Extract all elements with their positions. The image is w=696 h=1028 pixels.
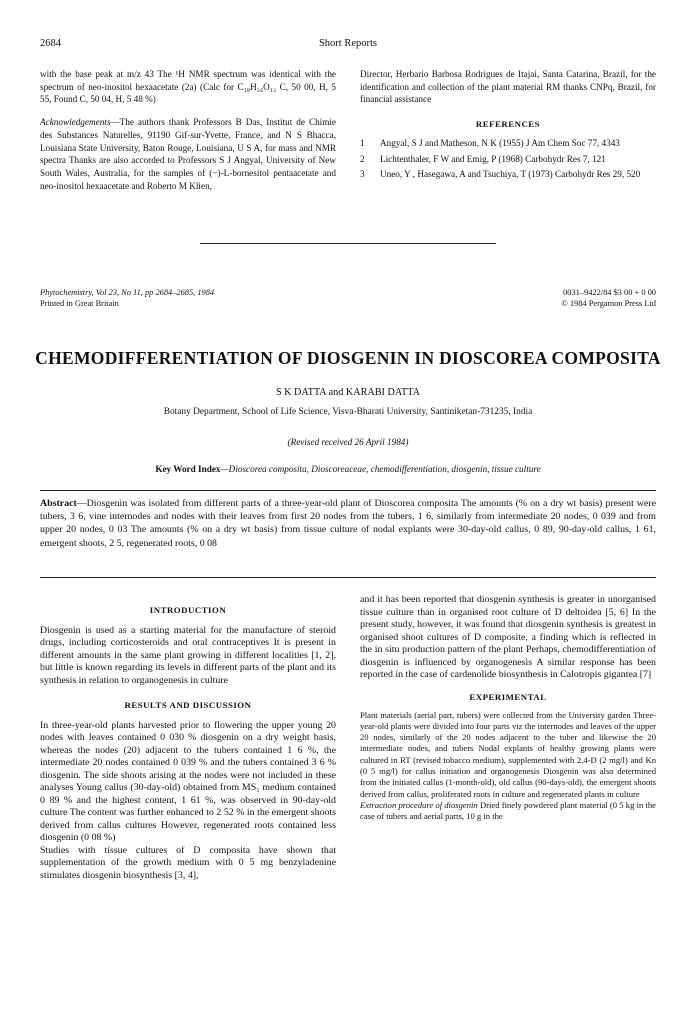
reference-text: Angyal, S J and Matheson, N K (1955) J Am Chem Soc 77, 4343 [380, 137, 620, 148]
body-right-column [360, 594, 656, 822]
received-date: (Revised received 26 April 1984) [287, 437, 409, 447]
abstract-top-rule [40, 490, 656, 491]
extraction-label: Extraction procedure of diosgenin [360, 799, 478, 810]
reference-number: 1 [360, 137, 365, 148]
reference-number: 3 [360, 169, 365, 180]
acknowledgements-text: —The authors thank Professors B Das, Institut de Chimie des Substances Naturelles, 91190 Gif-sur-Yvette, France, and N S Bhacca, Louisiana State University, Baton Rouge, Louisiana, U S A, for mass and NMR spectra Thanks are also accorded to Professors S J Angyal, University of New South Wales, Australia, for the samples of (−)-L-bornesitol pentaacetate and neo-inositol hexaacetate and Roberto M Klien, [40, 117, 336, 191]
printed-in: Printed in Great Britain [40, 299, 119, 308]
abstract-bottom-rule [40, 577, 656, 578]
page-number: 2684 [40, 38, 61, 49]
key-word-index [40, 464, 656, 474]
introduction-heading: INTRODUCTION [149, 605, 227, 615]
introduction-paragraph: Diosgenin is used as a starting material for the manufacture of steroid drugs, including corticosteroids and oral contraceptives It is present in different amounts in the same plant growing in different localities [1, 2], but little is known regarding its levels in different parts of the plant and its synthesis in relation to organogenesis in culture [40, 624, 336, 686]
author-affiliation: Botany Department, School of Life Science, Visva-Bharati University, Santiniketan-731235, India [163, 407, 533, 417]
acknowledgements-label: Acknowledgements [40, 117, 111, 128]
journal-section: Short Reports [318, 38, 378, 49]
experimental-paragraph: Plant materials (aerial part, tubers) were collected from the University garden Three-year-old plants were divided into four parts viz the internodes and leaves of the upper 20 nodes, similarly of the 20 nodes adjacent to the tuber and likewise the 20 intermediate nodes, and tubers Nodal explants of healthy growing plants were cultured in RT (revised tobacco medium), supplemented with 2,4-D (2 mg/l) and Kn (0 5 mg/l) for callus initiation and organogenesis Diosgenin was also determined from the initiated callus (1-month-old), old callus (90-days-old), the emergent shoots derived from callus, proliferated roots in culture and regenerated plants in culture [360, 709, 656, 799]
acknowledgements-continued: Director, Herbario Barbosa Rodrigues de Itajai, Santa Catarina, Brazil, for the identification and collection of the plant material RM thanks CNPq, Brazil, for financial assistance [360, 69, 656, 105]
reference-item [360, 153, 656, 166]
abstract-label: Abstract [40, 498, 77, 509]
body-left-column [40, 604, 336, 882]
reference-text: Lichtenthaler, F W and Emig, P (1968) Carbohydr Res 7, 121 [380, 153, 606, 164]
keywords-text: —Dioscorea composita, Dioscoreaceae, chemodifferentiation, diosgenin, tissue culture [220, 464, 541, 474]
acknowledgements [40, 116, 336, 192]
article-divider [200, 243, 496, 244]
publication-info-left [40, 287, 214, 309]
previous-article-left-column [40, 68, 336, 192]
experimental-heading: EXPERIMENTAL [469, 691, 547, 702]
results-paragraph: In three-year-old plants harvested prior to flowering the upper young 20 nodes with leaves contained 0 030 % diosgenin on a dry weight basis, whereas the nodes (20) adjacent to the tubers contained 1 6 %, the intermediate 20 nodes contained 0 039 % and the tubers contained 3 6 % diosgenin. The side shoots arising at the nodes were not included in these analyses Young callus (30-day-old) obtained from MS₁ medium contained 0 89 % and the highest content, 1 61 %, was observed in 90-day-old culture The content was further enhanced to 2 52 % in the emergent shoots derived from callus cultures However, regenerated roots contained less diosgenin (0 08 %) [40, 719, 336, 843]
publication-info-right [561, 287, 656, 309]
reference-number: 2 [360, 153, 365, 164]
article-authors: S K DATTA and KARABI DATTA [275, 387, 421, 398]
extraction-paragraph [360, 800, 656, 823]
reference-text: Uneo, Y , Hasegawa, A and Tsuchiya, T (1973) Carbohydr Res 29, 520 [380, 169, 641, 180]
references-heading: REFERENCES [475, 119, 541, 130]
journal-citation: Phytochemistry, Vol 23, No 11, pp 2684–2685, 1984 [40, 288, 215, 297]
previous-article-paragraph: with the base peak at m/z 43 The ¹H NMR spectrum was identical with the spectrum of neo-inositol hexaacetate (2a) (Calc for C₁₈H₂₄O₁₂ C, 50 00, H, 5 55, Found C, 50 04, H, 5 48 %) [40, 69, 336, 105]
copyright: © 1984 Pergamon Press Ltd [561, 299, 656, 308]
results-heading: RESULTS AND DISCUSSION [124, 700, 252, 710]
abstract-text: —Diosgenin was isolated from different parts of a three-year-old plant of Dioscorea composita The amounts (% on a dry wt basis) present were tubers, 3 6, vine internodes and nodes with their leaves from first 20 nodes from the tubers, 1 6, similarly from intermediate 20 nodes, 0 039 and from upper 20 nodes, 0 03 The amounts (% on a dry wt basis) from tissue culture of nodal explants were 30-day-old callus, 0 89, 90-day-old callus, 1 61, emergent shoots, 2 5, regenerated roots, 0 08 [40, 498, 656, 549]
extraction-text: Dried finely powdered plant material (0 5 kg in the case of tubers and aerial parts, 10 g in the [360, 799, 656, 822]
abstract [40, 497, 656, 550]
reference-item [360, 137, 656, 150]
article-title: CHEMODIFFERENTIATION OF DIOSGENIN IN DIOSCOREA COMPOSITA [35, 348, 661, 368]
results-paragraph: Studies with tissue cultures of D composita have shown that supplementation of the growth medium with 0 5 mg benzyladenine stimulates diosgenin biosynthesis [3, 4], [40, 844, 336, 881]
reference-item [360, 168, 656, 181]
keywords-label: Key Word Index [155, 464, 221, 474]
previous-article-right-column [360, 68, 656, 184]
discussion-paragraph: and it has been reported that diosgenin synthesis is greater in unorganised tissue culture than in organised root culture of D deltoidea [5, 6] In the present study, however, it was found that diosgenin synthesis is greatest in organised shoot cultures of D composite, a finding which is reflected in the in situ production pattern of the plant Perhaps, chemodifferentiation of diosgenin is influenced by organogenesis A similar response has been reported in the case of cardenolide biosynthesis in Calotropis gigantea [7] [360, 594, 656, 680]
running-header [40, 38, 656, 52]
issn-price: 0031–9422/84 $3 00 + 0 00 [563, 288, 656, 297]
